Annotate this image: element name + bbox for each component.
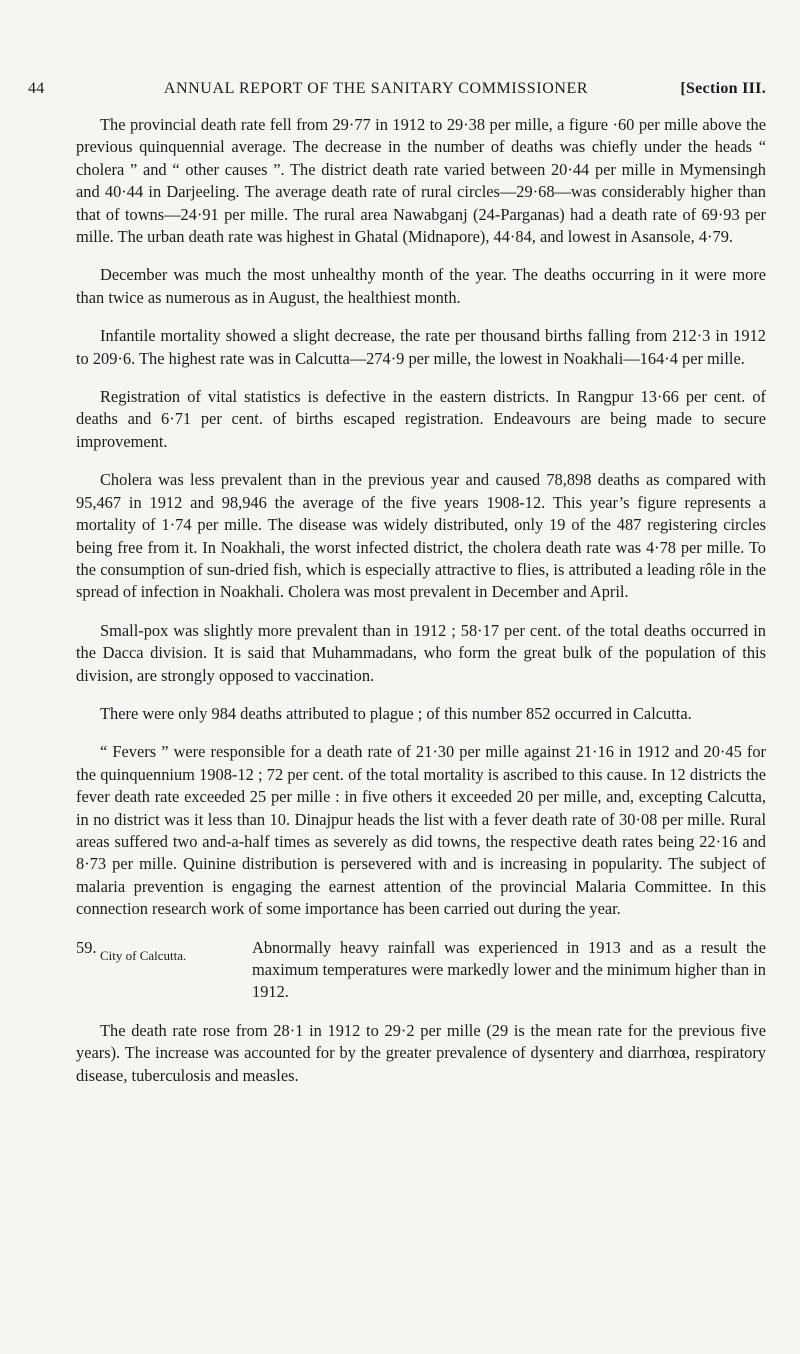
paragraph-december: December was much the most unhealthy month of the year. The deaths occurring in it were more than twice as numerous as in August, the healthiest month. [76,265,766,307]
section-label: [Section III. [680,80,766,97]
page-number: 44 [28,80,45,97]
paragraph-calcutta-rainfall: Abnormally heavy rainfall was experienced in 1913 and as a result the maximum temperatures were markedly lower and the minimum higher than in 1912. [252,937,766,1002]
paragraph-cholera: Cholera was less prevalent than in the previous year and caused 78,898 deaths as compared with 95,467 in 1912 and 98,946 the average of the five years 1908-12. This year’s figure represents a mortality of 1·74 per mille. The disease was widely distributed, only 19 of the 487 registering circles being free from it. In Noakhali, the worst infected district, the cholera death rate was 4·78 per mille. To the consumption of sun-dried fish, which is especially attractive to flies, is attributed a leading rôle in the spread of infection in Noakhali. Cholera was most prevalent in December and April. [76,470,766,602]
page-header [28,80,766,98]
paragraph-59-block [76,937,766,1004]
paragraph-calcutta-death-rate: The death rate rose from 28·1 in 1912 to 29·2 per mille (29 is the mean rate for the previous five years). The increase was accounted for by the greater prevalence of dysentery and diarrhœa, respiratory disease, tuberculosis and measles. [76,1020,766,1085]
running-title: ANNUAL REPORT OF THE SANITARY COMMISSIONER [163,80,589,97]
paragraph-registration: Registration of vital statistics is defective in the eastern districts. In Rangpur 13·66 per cent. of deaths and 6·71 per cent. of births escaped registration. Endeavours are being made to secure improvement. [76,387,766,451]
paragraph-fevers: “ Fevers ” were responsible for a death rate of 21·30 per mille against 21·16 in 1912 and 20·45 for the quinquennium 1908-12 ; 72 per cent. of the total mortality is ascribed to this cause. In 12 districts the fever death rate exceeded 25 per mille : in five others it exceeded 20 per mille, and, excepting Calcutta, in no district was it less than 10. Dinajpur heads the list with a fever death rate of 30·08 per mille. Rural areas suffered two and-a-half times as severely as did towns, the respective death rates being 22·16 and 8·73 per mille. Quinine distribution is persevered with and is increasing in popularity. The subject of malaria prevention is engaging the earnest attention of the provincial Malaria Committee. In this connection research work of some importance has been carried out during the year. [76,742,766,919]
paragraph-provincial-death-rate: The provincial death rate fell from 29·77 in 1912 to 29·38 per mille, a figure ·60 per mille above the previous quinquennial average. The decrease in the number of deaths was chiefly under the heads “ cholera ” and “ other causes ”. The district death rate varied between 20·44 per mille in Mymensingh and 40·44 in Darjeeling. The average death rate of rural circles—29·68—was considerably higher than that of towns—24·91 per mille. The rural area Nawabganj (24-Parganas) had a death rate of 69·93 per mille. The urban death rate was highest in Ghatal (Midnapore), 44·84, and lowest in Asansole, 4·79. [76,115,766,247]
paragraph-number: 59. [76,937,97,957]
paragraph-infantile-mortality: Infantile mortality showed a slight decrease, the rate per thousand births falling from 212·3 in 1912 to 209·6. The highest rate was in Calcutta—274·9 per mille, the lowest in Noakhali—164·4 per mille. [76,326,766,368]
paragraph-plague: There were only 984 deaths attributed to plague ; of this number 852 occurred in Calcutta. [100,703,692,723]
paragraph-small-pox: Small-pox was slightly more prevalent than in 1912 ; 58·17 per cent. of the total deaths occurred in the Dacca division. It is said that Muhammadans, who form the great bulk of the population of this division, are strongly opposed to vaccination. [76,620,766,685]
side-heading-city-of-calcutta: City of Calcutta. [100,947,187,963]
report-body [76,114,766,1103]
